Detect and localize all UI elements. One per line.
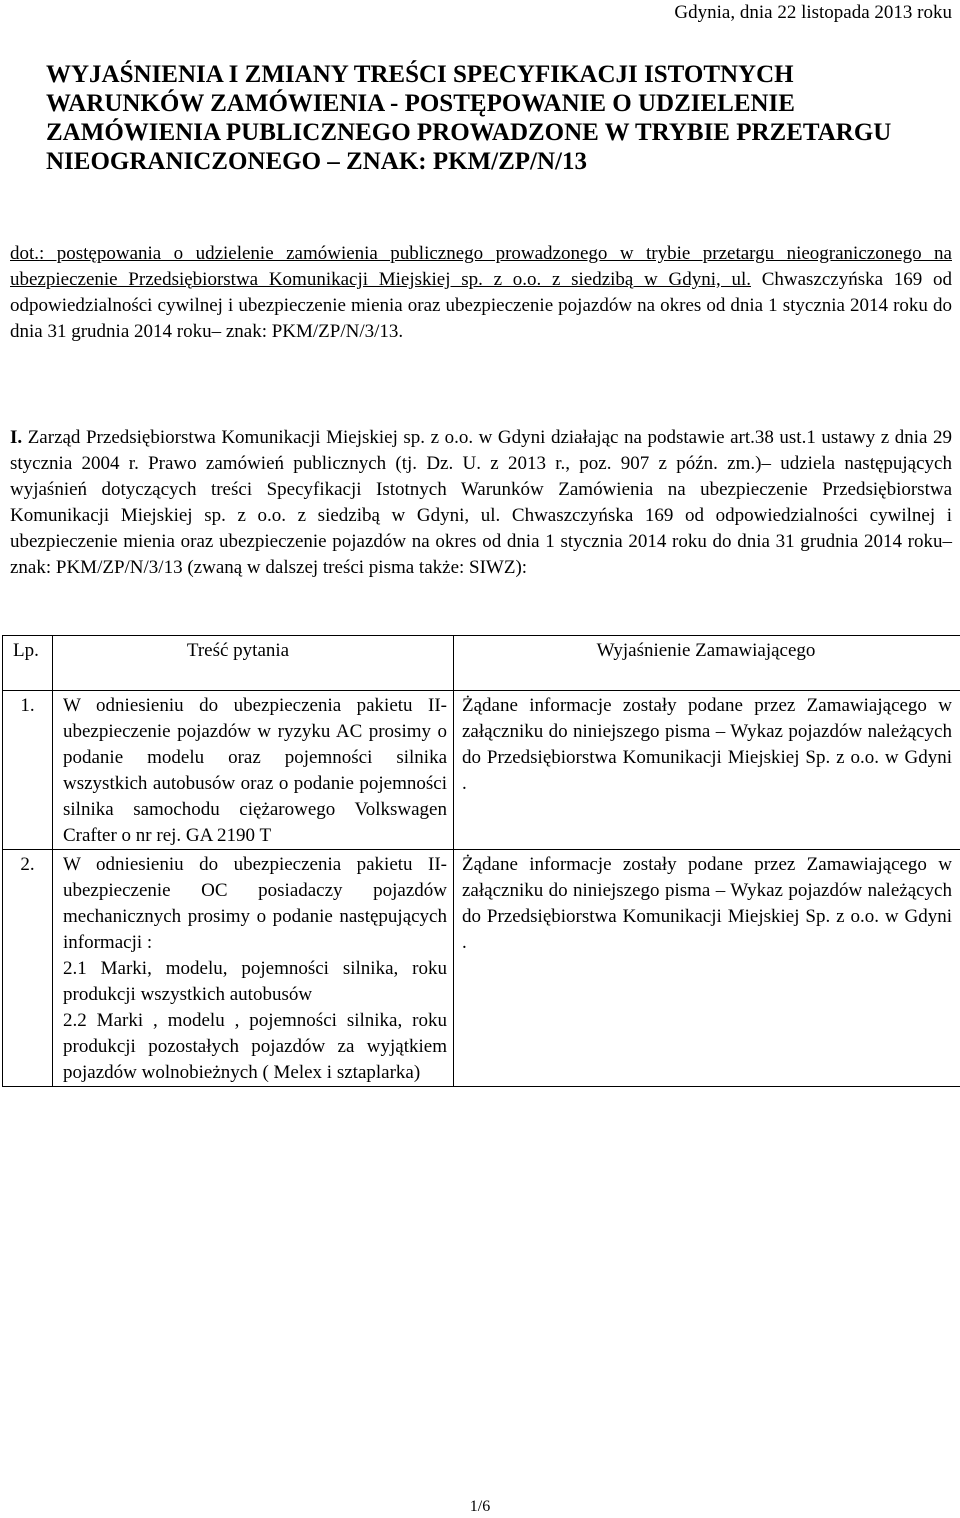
question-text: W odniesieniu do ubezpieczenia pakietu II-ubezpieczenie pojazdów w ryzyku AC prosimy o podanie modelu oraz pojemności silnika wszystkich autobusów oraz o podanie pojemności silnika samochodu ciężarowego Volkswagen Crafter o nr rej. GA 2190 T <box>63 695 447 846</box>
question-subitem: 2.2 Marki , modelu , pojemności silnika, roku produkcji pozostałych pojazdów za wyjątkiem pojazdów wolnobieżnych ( Melex i sztaplarka) <box>63 1010 447 1083</box>
page-number: 1/6 <box>469 1498 491 1515</box>
answer-text: Żądane informacje zostały podane przez Zamawiającego w załączniku do niniejszego pisma – Wykaz pojazdów należących do Przedsiębiorstwa Komunikacji Miejskiej Sp. z o.o. w Gdyni . <box>462 854 952 953</box>
questions-table <box>2 635 960 1087</box>
answer-cell <box>454 691 960 850</box>
intro-text: Chwaszczyńska 169 od odpowiedzialności cywilnej i ubezpieczenie mienia oraz ubezpieczenie pojazdów na okres od dnia 1 stycznia 2014 roku do dnia 31 grudnia 2014 roku– znak: PKM/ZP/N/3/13. <box>10 269 952 342</box>
question-cell <box>53 691 454 850</box>
answer-text: Żądane informacje zostały podane przez Zamawiającego w załączniku do niniejszego pisma – Wykaz pojazdów należących do Przedsiębiorstwa Komunikacji Miejskiej Sp. z o.o. w Gdyni . <box>462 695 952 794</box>
answer-cell <box>454 850 960 1087</box>
table-row <box>3 850 960 1087</box>
date-line: Gdynia, dnia 22 listopada 2013 roku <box>674 2 952 23</box>
question-subitem: 2.1 Marki, modelu, pojemności silnika, roku produkcji wszystkich autobusów <box>63 958 447 1005</box>
question-text: W odniesieniu do ubezpieczenia pakietu II- ubezpieczenie OC posiadaczy pojazdów mechanicznych prosimy o podanie następujących informacji : <box>63 854 447 953</box>
intro-paragraph <box>10 241 952 345</box>
question-cell <box>53 850 454 1087</box>
table-header-row <box>3 636 960 691</box>
row-number: 1. <box>3 691 53 850</box>
table-row <box>3 691 960 850</box>
document-title: WYJAŚNIENIA I ZMIANY TREŚCI SPECYFIKACJI ISTOTNYCH WARUNKÓW ZAMÓWIENIA - POSTĘPOWANIE O UDZIELENIE ZAMÓWIENIA PUBLICZNEGO PROWADZONE W TRYBIE PRZETARGU NIEOGRANICZONEGO – ZNAK: PKM/ZP/N/13 <box>46 61 892 175</box>
header-question: Treść pytania <box>53 636 454 691</box>
header-answer: Wyjaśnienie Zamawiającego <box>454 636 960 691</box>
row-number: 2. <box>3 850 53 1087</box>
intro-underlined-text: : postępowania o udzielenie zamówienia publicznego prowadzonego w trybie przetargu nieograniczonego na ubezpieczenie Przedsiębiorstwa Komunikacji Miejskiej sp. z o.o. z siedzibą w Gdyni, ul. <box>10 243 952 290</box>
section-number: I. <box>10 427 23 448</box>
intro-prefix: dot. <box>10 243 40 264</box>
section-text: Zarząd Przedsiębiorstwa Komunikacji Miejskiej sp. z o.o. w Gdyni działając na podstawie art.38 ust.1 ustawy z dnia 29 stycznia 2004 r. Prawo zamówień publicznych (tj. Dz. U. z 2013 r., poz. 907 z późn. zm.)– udziela następujących wyjaśnień dotyczących treści Specyfikacji Istotnych Warunków Zamówienia na ubezpieczenie Przedsiębiorstwa Komunikacji Miejskiej sp. z o.o. z siedzibą w Gdyni, ul. Chwaszczyńska 169 od odpowiedzialności cywilnej i ubezpieczenie mienia oraz ubezpieczenie pojazdów na okres od dnia 1 stycznia 2014 roku do dnia 31 grudnia 2014 roku– znak: PKM/ZP/N/3/13 (zwaną w dalszej treści pisma także: SIWZ): <box>10 427 952 578</box>
header-lp: Lp. <box>3 636 53 691</box>
section-paragraph <box>10 425 952 581</box>
